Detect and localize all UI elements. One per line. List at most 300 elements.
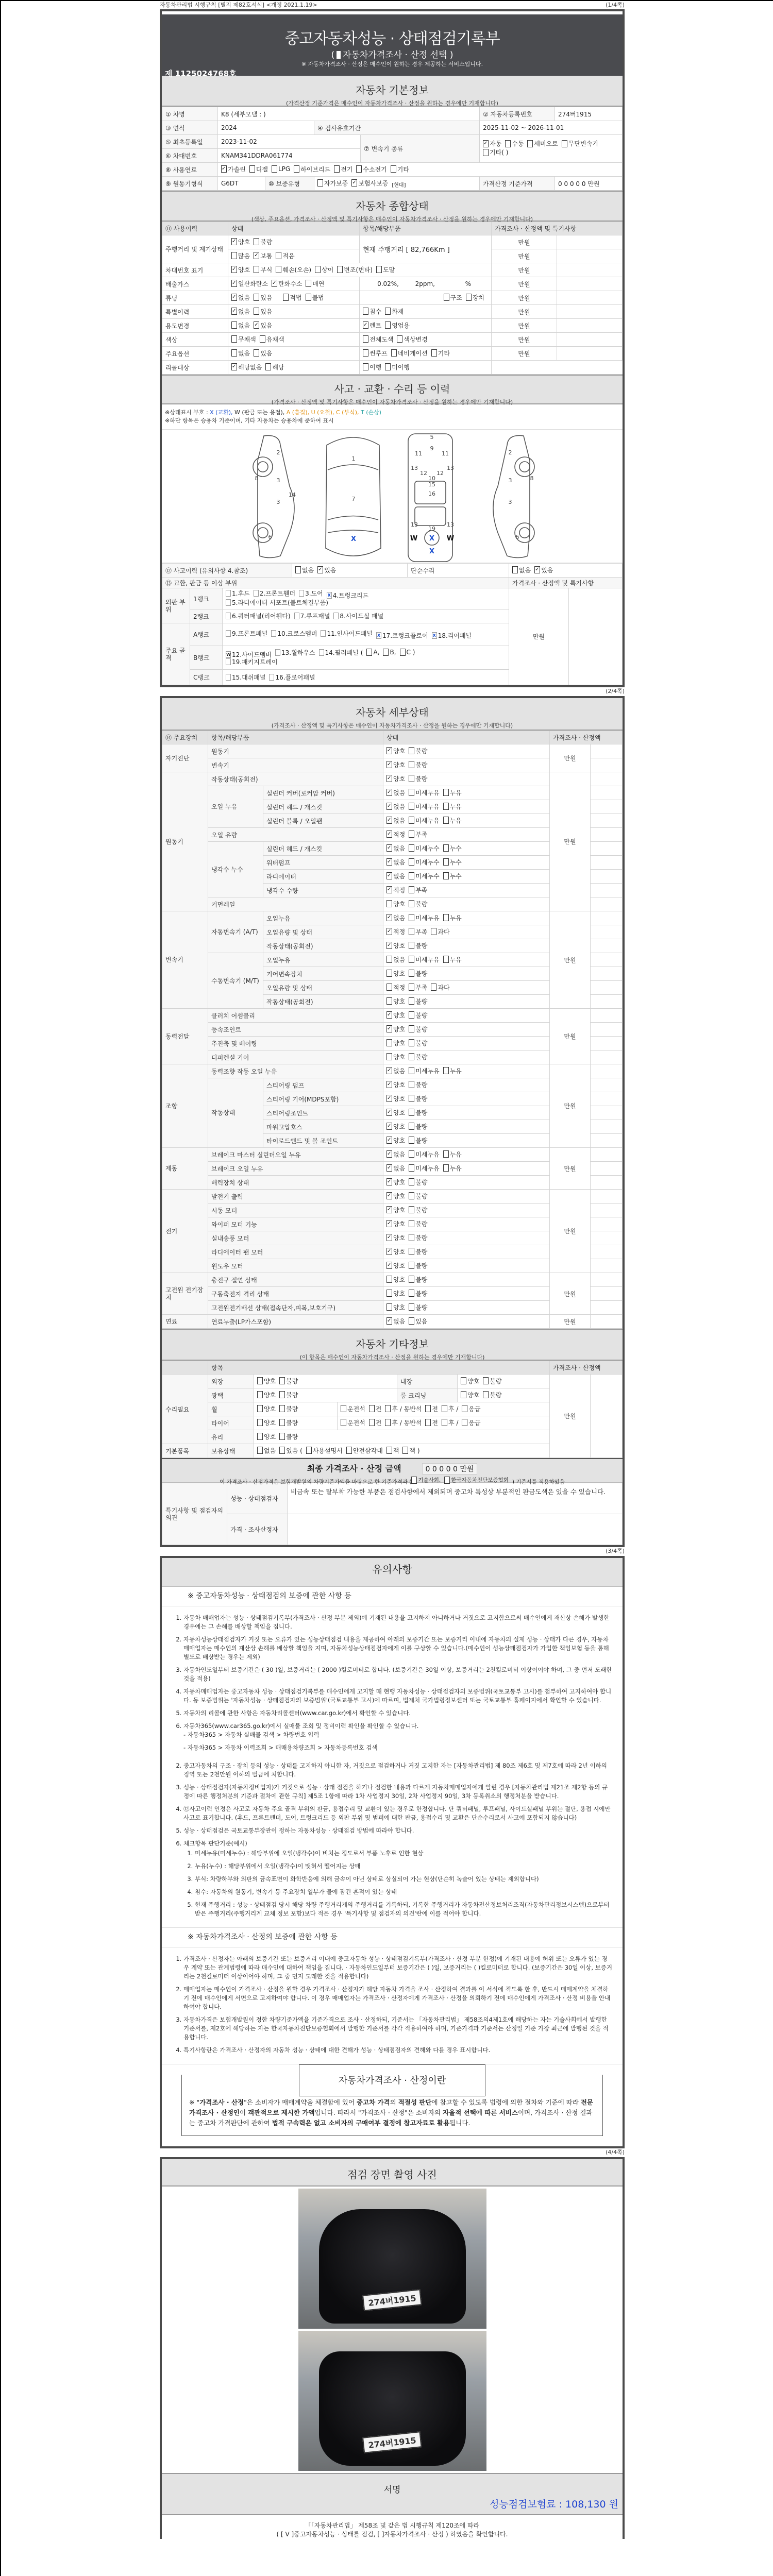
checkbox[interactable]	[272, 280, 277, 287]
checkbox-option[interactable]	[443, 1066, 462, 1075]
checkbox-option[interactable]	[386, 900, 405, 908]
checkbox-option[interactable]	[409, 760, 427, 769]
checkbox-option[interactable]	[409, 774, 427, 783]
checkbox[interactable]	[386, 1234, 392, 1241]
checkbox-option[interactable]	[363, 321, 381, 330]
checkbox[interactable]	[462, 1405, 467, 1412]
checkbox[interactable]	[376, 266, 382, 273]
checkbox[interactable]	[442, 1405, 447, 1412]
checkbox-option[interactable]	[386, 872, 405, 880]
checkbox[interactable]	[386, 1178, 392, 1185]
checkbox[interactable]	[366, 649, 372, 656]
checkbox-option[interactable]	[425, 1404, 438, 1413]
checkbox-option[interactable]	[334, 165, 352, 174]
checkbox[interactable]	[444, 1477, 450, 1484]
checkbox-option[interactable]	[409, 1136, 427, 1145]
checkbox[interactable]	[369, 1405, 375, 1412]
checkbox[interactable]	[269, 674, 274, 681]
checkbox[interactable]	[279, 1447, 285, 1454]
checkbox[interactable]	[397, 335, 402, 343]
checkbox-option[interactable]	[409, 983, 427, 992]
checkbox-option[interactable]	[279, 1404, 298, 1413]
checkbox-option[interactable]	[386, 1317, 405, 1326]
checkbox[interactable]	[385, 1419, 391, 1426]
checkbox[interactable]	[461, 1377, 466, 1384]
checkbox[interactable]	[409, 775, 414, 782]
checkbox[interactable]	[443, 872, 449, 879]
checkbox-option[interactable]	[249, 165, 268, 174]
checkbox[interactable]	[402, 1447, 408, 1454]
checkbox[interactable]	[386, 1220, 392, 1227]
checkbox-option[interactable]	[462, 1404, 480, 1413]
checkbox-option[interactable]	[512, 566, 531, 574]
checkbox[interactable]	[409, 1067, 414, 1074]
checkbox-option[interactable]	[231, 335, 256, 344]
checkbox-option[interactable]	[409, 1247, 427, 1256]
checkbox-option[interactable]	[283, 293, 301, 302]
checkbox[interactable]	[409, 817, 414, 824]
checkbox-option[interactable]	[409, 1108, 427, 1117]
checkbox[interactable]	[386, 1303, 392, 1311]
checkbox[interactable]	[409, 1164, 414, 1172]
checkbox[interactable]	[254, 590, 259, 597]
checkbox-option[interactable]	[409, 1275, 427, 1284]
checkbox-option[interactable]	[409, 1066, 439, 1075]
checkbox[interactable]	[431, 349, 437, 357]
checkbox-option[interactable]	[271, 630, 317, 637]
checkbox[interactable]	[505, 140, 511, 147]
checkbox[interactable]	[386, 747, 392, 754]
checkbox-option[interactable]	[562, 140, 598, 147]
checkbox[interactable]	[306, 280, 311, 287]
checkbox-option[interactable]	[409, 802, 439, 811]
checkbox-option[interactable]	[386, 1206, 405, 1214]
checkbox-option[interactable]	[444, 1476, 509, 1484]
checkbox[interactable]	[386, 928, 392, 935]
checkbox-option[interactable]	[265, 363, 284, 371]
checkbox-option[interactable]	[425, 1418, 438, 1427]
checkbox[interactable]	[386, 1067, 392, 1074]
checkbox-option[interactable]	[431, 349, 450, 358]
checkbox[interactable]	[483, 149, 489, 156]
checkbox[interactable]	[386, 1192, 392, 1199]
checkbox-option[interactable]	[483, 1377, 501, 1385]
checkbox[interactable]	[483, 1377, 489, 1384]
checkbox-option[interactable]	[231, 363, 262, 371]
checkbox-option[interactable]	[226, 673, 265, 682]
checkbox-option[interactable]	[409, 1303, 427, 1312]
checkbox[interactable]	[231, 308, 237, 315]
checkbox[interactable]	[409, 1011, 414, 1019]
checkbox[interactable]	[254, 238, 259, 245]
checkbox-option[interactable]	[254, 307, 272, 316]
checkbox-option[interactable]	[432, 632, 472, 639]
checkbox[interactable]	[442, 1419, 447, 1426]
checkbox[interactable]	[461, 1391, 466, 1398]
checkbox[interactable]	[443, 1150, 449, 1158]
checkbox[interactable]	[386, 872, 392, 879]
checkbox-option[interactable]	[299, 590, 323, 597]
checkbox[interactable]	[231, 294, 237, 301]
checkbox[interactable]	[306, 1447, 312, 1454]
checkbox-option[interactable]	[409, 1164, 439, 1173]
checkbox-option[interactable]	[409, 1025, 427, 1033]
checkbox-option[interactable]	[269, 673, 315, 682]
checkbox-option[interactable]	[442, 1418, 458, 1427]
checkbox-option[interactable]	[231, 238, 250, 246]
checkbox[interactable]	[386, 914, 392, 921]
checkbox[interactable]	[409, 886, 414, 893]
checkbox[interactable]	[283, 294, 289, 301]
checkbox-option[interactable]	[341, 1418, 365, 1427]
checkbox-option[interactable]	[279, 1432, 298, 1441]
checkbox-option[interactable]	[369, 1404, 382, 1413]
checkbox-option[interactable]	[306, 1446, 343, 1455]
checkbox[interactable]	[254, 349, 259, 357]
checkbox-option[interactable]	[295, 566, 314, 574]
checkbox[interactable]	[231, 252, 237, 259]
checkbox[interactable]	[462, 1419, 467, 1426]
checkbox-option[interactable]	[272, 165, 290, 173]
checkbox-option[interactable]	[317, 566, 336, 574]
checkbox[interactable]	[386, 1276, 392, 1283]
checkbox[interactable]	[257, 1447, 263, 1454]
checkbox-option[interactable]	[386, 913, 405, 922]
checkbox-option[interactable]	[386, 747, 405, 755]
checkbox-option[interactable]	[462, 1418, 480, 1427]
checkbox-option[interactable]	[386, 1446, 399, 1455]
checkbox-option[interactable]	[386, 1289, 405, 1298]
checkbox[interactable]	[386, 1053, 392, 1060]
checkbox-option[interactable]	[226, 590, 250, 597]
checkbox[interactable]	[279, 1405, 285, 1412]
checkbox[interactable]	[409, 831, 414, 838]
checkbox-option[interactable]	[400, 649, 415, 656]
checkbox-option[interactable]	[409, 1289, 427, 1298]
checkbox[interactable]	[386, 1081, 392, 1088]
checkbox-option[interactable]	[306, 279, 324, 288]
checkbox-option[interactable]	[409, 1233, 427, 1242]
checkbox-option[interactable]	[386, 1108, 405, 1117]
checkbox-option[interactable]	[386, 1039, 405, 1047]
checkbox-option[interactable]	[257, 1446, 276, 1455]
checkbox[interactable]	[409, 1234, 414, 1241]
checkbox-option[interactable]	[254, 321, 272, 330]
checkbox[interactable]	[386, 1025, 392, 1032]
checkbox-option[interactable]	[327, 592, 368, 599]
checkbox[interactable]	[226, 630, 231, 637]
checkbox[interactable]	[386, 1011, 392, 1019]
checkbox-option[interactable]	[386, 927, 405, 936]
checkbox-option[interactable]	[409, 830, 427, 839]
checkbox[interactable]	[254, 252, 259, 259]
checkbox-option[interactable]	[385, 363, 410, 371]
checkbox[interactable]	[226, 674, 231, 681]
checkbox-option[interactable]	[272, 279, 302, 288]
checkbox-option[interactable]	[397, 335, 427, 344]
checkbox-option[interactable]	[306, 293, 324, 302]
checkbox-option[interactable]	[443, 1150, 462, 1159]
checkbox-option[interactable]	[276, 265, 311, 274]
checkbox-option[interactable]	[346, 1446, 383, 1455]
checkbox-option[interactable]	[442, 1404, 458, 1413]
checkbox-option[interactable]	[369, 1418, 382, 1427]
checkbox[interactable]	[443, 789, 449, 796]
checkbox[interactable]	[386, 1123, 392, 1130]
checkbox[interactable]	[249, 165, 255, 173]
checkbox[interactable]	[386, 1206, 392, 1213]
checkbox[interactable]	[562, 140, 567, 147]
checkbox-option[interactable]	[341, 1404, 365, 1413]
checkbox-option[interactable]	[226, 612, 291, 620]
checkbox[interactable]	[409, 928, 414, 935]
checkbox[interactable]	[257, 1419, 263, 1426]
checkbox-option[interactable]	[386, 1233, 405, 1242]
checkbox[interactable]	[386, 761, 392, 768]
checkbox-option[interactable]	[409, 1206, 427, 1214]
checkbox-option[interactable]	[386, 802, 405, 811]
checkbox[interactable]	[386, 1248, 392, 1255]
checkbox[interactable]	[409, 1039, 414, 1046]
checkbox-option[interactable]	[254, 590, 295, 597]
checkbox-option[interactable]	[386, 1025, 405, 1033]
checkbox-option[interactable]	[409, 1261, 427, 1270]
checkbox-option[interactable]	[391, 165, 409, 174]
checkbox[interactable]	[363, 363, 368, 370]
checkbox[interactable]	[409, 1220, 414, 1227]
checkbox-option[interactable]	[363, 335, 393, 344]
checkbox[interactable]	[294, 165, 299, 173]
checkbox-option[interactable]	[366, 649, 379, 656]
checkbox[interactable]	[386, 831, 392, 838]
checkbox[interactable]	[443, 956, 449, 963]
checkbox-option[interactable]	[443, 816, 462, 825]
checkbox-option[interactable]	[386, 844, 405, 853]
checkbox-option[interactable]	[409, 997, 427, 1006]
checkbox-option[interactable]	[461, 1377, 479, 1385]
checkbox[interactable]	[254, 294, 259, 301]
checkbox[interactable]	[431, 928, 436, 935]
checkbox[interactable]	[299, 590, 304, 597]
checkbox[interactable]	[265, 363, 271, 370]
checkbox[interactable]	[226, 590, 231, 597]
checkbox-option[interactable]	[443, 844, 462, 853]
checkbox-option[interactable]	[409, 969, 427, 978]
checkbox-option[interactable]	[226, 658, 278, 666]
checkbox[interactable]	[337, 266, 343, 273]
checkbox[interactable]	[317, 179, 323, 187]
checkbox-option[interactable]	[279, 1391, 298, 1399]
checkbox[interactable]	[386, 1262, 392, 1269]
checkbox-option[interactable]	[443, 1164, 462, 1173]
checkbox-option[interactable]	[386, 1136, 405, 1145]
checkbox-option[interactable]	[363, 349, 388, 358]
checkbox[interactable]	[534, 566, 540, 573]
checkbox-option[interactable]	[431, 927, 449, 936]
checkbox[interactable]	[386, 844, 392, 852]
checkbox-option[interactable]	[254, 293, 272, 302]
checkbox[interactable]	[466, 294, 472, 301]
checkbox[interactable]	[409, 1178, 414, 1185]
checkbox[interactable]	[409, 1303, 414, 1311]
checkbox[interactable]	[386, 970, 392, 977]
checkbox[interactable]	[386, 775, 392, 782]
checkbox-option[interactable]	[315, 265, 333, 274]
checkbox-option[interactable]	[443, 788, 462, 797]
checkbox[interactable]	[443, 803, 449, 810]
checkbox[interactable]	[226, 658, 231, 665]
checkbox[interactable]	[386, 1039, 392, 1046]
checkbox[interactable]	[386, 817, 392, 824]
checkbox[interactable]	[409, 914, 414, 921]
checkbox[interactable]	[279, 1391, 285, 1398]
checkbox[interactable]	[279, 1377, 285, 1384]
checkbox[interactable]	[257, 1391, 263, 1398]
checkbox-option[interactable]	[254, 251, 272, 260]
checkbox[interactable]	[356, 165, 362, 173]
checkbox-option[interactable]	[337, 265, 373, 274]
checkbox[interactable]	[409, 1053, 414, 1060]
checkbox-option[interactable]	[409, 816, 439, 825]
checkbox-option[interactable]	[409, 1317, 427, 1326]
checkbox[interactable]	[409, 956, 414, 963]
checkbox[interactable]	[409, 1095, 414, 1102]
checkbox-option[interactable]	[466, 293, 484, 302]
checkbox[interactable]	[279, 1419, 285, 1426]
checkbox-option[interactable]	[409, 858, 439, 867]
checkbox-option[interactable]	[409, 1122, 427, 1131]
checkbox-option[interactable]	[386, 983, 405, 992]
checkbox-option[interactable]	[386, 941, 405, 950]
checkbox-option[interactable]	[443, 913, 462, 922]
checkbox[interactable]	[295, 566, 301, 573]
checkbox-option[interactable]	[483, 1391, 501, 1399]
checkbox-option[interactable]	[386, 1178, 405, 1187]
checkbox[interactable]	[431, 984, 436, 991]
checkbox[interactable]	[226, 599, 231, 606]
checkbox[interactable]	[254, 266, 259, 273]
checkbox[interactable]	[425, 1405, 431, 1412]
checkbox-option[interactable]	[386, 1247, 405, 1256]
checkbox-option[interactable]	[461, 1391, 479, 1399]
checkbox-option[interactable]	[383, 649, 396, 656]
checkbox[interactable]	[443, 914, 449, 921]
damage-mark-icon[interactable]: X	[327, 593, 331, 598]
checkbox[interactable]	[409, 1137, 414, 1144]
checkbox[interactable]	[443, 1164, 449, 1172]
checkbox[interactable]	[527, 140, 533, 147]
checkbox-option[interactable]	[409, 955, 439, 964]
checkbox-option[interactable]	[409, 941, 427, 950]
checkbox[interactable]	[391, 349, 397, 357]
checkbox[interactable]	[483, 1391, 489, 1398]
checkbox[interactable]	[386, 997, 392, 1005]
checkbox-option[interactable]	[275, 649, 315, 656]
checkbox-option[interactable]	[444, 293, 462, 302]
checkbox[interactable]	[294, 613, 299, 619]
checkbox[interactable]	[254, 321, 259, 329]
checkbox-option[interactable]	[409, 927, 427, 936]
checkbox-option[interactable]	[409, 1219, 427, 1228]
checkbox[interactable]	[386, 942, 392, 949]
checkbox-option[interactable]	[386, 788, 405, 797]
checkbox-option[interactable]	[254, 238, 272, 246]
checkbox[interactable]	[363, 308, 368, 315]
checkbox[interactable]	[409, 1290, 414, 1297]
checkbox[interactable]	[386, 858, 392, 866]
checkbox-option[interactable]	[351, 179, 388, 188]
checkbox-option[interactable]	[527, 140, 558, 147]
checkbox[interactable]	[409, 803, 414, 810]
checkbox-option[interactable]	[385, 307, 404, 316]
checkbox-option[interactable]	[356, 165, 386, 174]
checkbox[interactable]	[369, 1419, 375, 1426]
checkbox-option[interactable]	[386, 774, 405, 783]
checkbox-option[interactable]	[386, 1275, 405, 1284]
checkbox[interactable]	[409, 761, 414, 768]
checkbox-option[interactable]	[409, 913, 439, 922]
checkbox[interactable]	[409, 789, 414, 796]
checkbox-option[interactable]	[279, 1418, 298, 1427]
checkbox[interactable]	[409, 1276, 414, 1283]
checkbox-option[interactable]	[385, 1418, 422, 1427]
checkbox-option[interactable]	[386, 997, 405, 1006]
checkbox-option[interactable]	[319, 649, 363, 656]
checkbox[interactable]	[231, 266, 237, 273]
checkbox-option[interactable]	[257, 1432, 276, 1441]
checkbox-option[interactable]	[231, 251, 250, 260]
checkbox-option[interactable]	[386, 1053, 405, 1061]
checkbox-option[interactable]	[409, 747, 427, 755]
checkbox[interactable]	[231, 280, 237, 287]
checkbox-option[interactable]	[534, 566, 553, 574]
checkbox-option[interactable]	[505, 140, 524, 147]
checkbox-option[interactable]	[409, 1150, 439, 1159]
checkbox-option[interactable]	[409, 1011, 427, 1020]
checkbox-option[interactable]	[279, 1446, 303, 1455]
checkbox[interactable]	[443, 1067, 449, 1074]
checkbox[interactable]	[279, 1433, 285, 1440]
checkbox[interactable]	[386, 1150, 392, 1158]
checkbox-option[interactable]	[386, 760, 405, 769]
checkbox[interactable]	[400, 649, 406, 656]
checkbox[interactable]	[317, 566, 323, 573]
checkbox-option[interactable]	[386, 830, 405, 839]
checkbox[interactable]	[409, 858, 414, 866]
checkbox-option[interactable]	[386, 816, 405, 825]
checkbox-option[interactable]	[391, 349, 428, 358]
checkbox[interactable]	[363, 335, 368, 343]
checkbox-option[interactable]	[254, 265, 272, 274]
checkbox-option[interactable]	[409, 1080, 427, 1089]
checkbox-option[interactable]	[386, 1219, 405, 1228]
checkbox[interactable]	[409, 1248, 414, 1255]
checkbox-option[interactable]	[386, 955, 405, 964]
checkbox-option[interactable]	[409, 886, 427, 894]
checkbox-option[interactable]	[386, 1164, 405, 1173]
checkbox-option[interactable]	[231, 349, 250, 358]
checkbox[interactable]	[226, 613, 231, 619]
checkbox-option[interactable]	[409, 844, 439, 853]
checkbox[interactable]	[385, 308, 391, 315]
checkbox-option[interactable]	[386, 1303, 405, 1312]
checkbox[interactable]	[346, 1447, 352, 1454]
checkbox-option[interactable]	[376, 265, 395, 274]
checkbox[interactable]	[409, 1206, 414, 1213]
checkbox[interactable]	[231, 335, 237, 343]
checkbox-option[interactable]	[409, 872, 439, 880]
checkbox-option[interactable]	[483, 149, 508, 156]
